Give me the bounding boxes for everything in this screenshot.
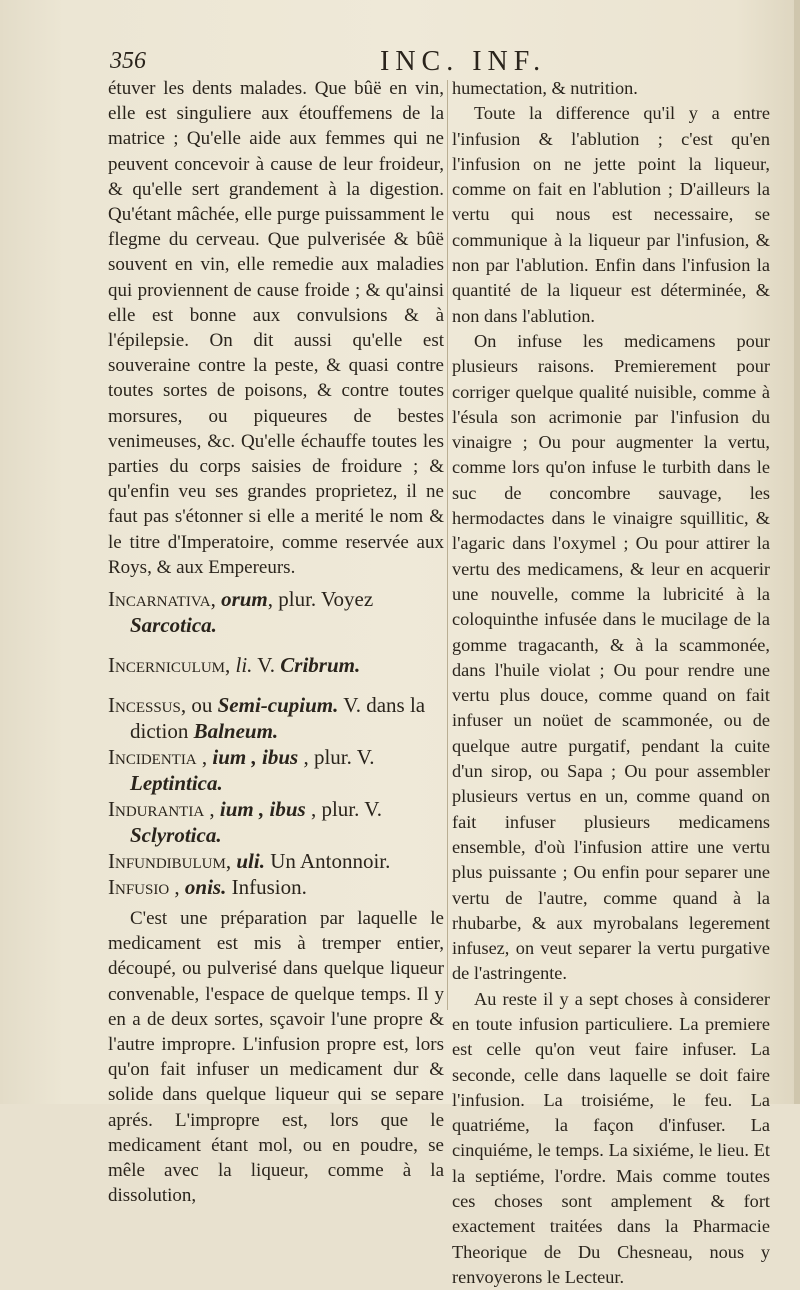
entry-infusio	[108, 874, 444, 900]
entry-separator: ,	[196, 745, 213, 770]
entry-forms: ium , ibus	[219, 797, 306, 822]
entry-reference: Sarcotica.	[130, 613, 217, 638]
entry-separator: ,	[210, 587, 222, 612]
entry-separator: ,	[225, 653, 236, 678]
entry-headword: Indurantia	[108, 797, 205, 822]
entry-text: V. dans la diction	[130, 693, 426, 744]
entry-forms: onis.	[184, 875, 227, 900]
entry-reference: Leptintica.	[130, 771, 223, 796]
entry-reference: Cribrum.	[280, 653, 361, 678]
entry-separator: ,	[225, 849, 237, 874]
entry-text: Un Antonnoir.	[264, 849, 391, 874]
entry-separator: ,	[169, 875, 185, 900]
entry-text: , plur. V.	[298, 745, 375, 770]
paragraph-reasons: On infuse les medicamens pour plusieurs raisons. Premierement pour corriger quelque qualité nuisible, comme à l'ésula son acrimonie par l'infusion du vinaigre ; Ou pour augmenter la vertu, comme lors qu'on infuse le turbith dans le suc de concombre sauvage, les hermodactes dans le vinaigre squillitic, & l'agaric dans l'oxymel ; Ou pour attirer la vertu des medicamens, & leur en acquerir une nouvelle, comme la lubricité à la coloquinthe infusée dans le mucilage de la gomme tragacanth, & à la scammonée, dans l'huile violat ; Ou pour rendre une vertu plus douce, comme quand on fait infuser un noüet de scammonée, ou de quelque autre purgatif, pendant la cuite d'un sirop, ou Sapa ; Ou pour assembler plusieurs vertus en un, comme quand on fait infuser plusieurs medicamens ensemble, d'où l'infusion attire une vertu plus puissante ; Ou enfin pour separer une vertu de l'autre, comme quand à la rhubarbe, & aux myrobalans legerement infusez, on veut separer la vertu purgative de l'astringente.	[452, 330, 770, 984]
right-column	[452, 76, 770, 1290]
left-column	[108, 76, 444, 1209]
infusio-definition: C'est une préparation par laquelle le medicament est mis à tremper entier, découpé, ou pulverisé dans quelque liqueur convenable, l'espace de quelque temps. Il y en a de deux sortes, sçavoir l'une propre & l'autre impropre. L'infusion propre est, lors qu'on fait infuser un medicament dur & solide dans quelque liqueur qui se separe aprés. L'impropre est, lors que le medicament étant mol, ou en poudre, se mêle avec la liqueur, comme à la dissolution,	[108, 908, 444, 1207]
entry-headword: Incidentia	[108, 745, 197, 770]
entry-headword: Incerniculum	[108, 653, 225, 678]
continued-paragraph: étuver les dents malades. Que bûë en vin, elle est singuliere aux étouffemens de la matrice ; Qu'elle aide aux femmes qui ne peuvent concevoir à cause de leur froideur, & qu'elle sert grandement à la digestion. Qu'étant mâchée, elle purge puissamment le flegme du cerveau. Que pulverisée & bûë souvent en vin, elle remedie aux maladies qui proviennent de cause froide ; & qu'ainsi elle est bonne aux convulsions & à l'épilepsie. On dit aussi qu'elle est souveraine contre la peste, & quasi contre toutes sortes de poisons, & contre toutes morsures, ou piqueures de bestes venimeuses, &c. Qu'elle échauffe toutes les parties du corps saisies de froidure ; & qu'enfin veu ses grandes proprietez, il ne faut pas s'étonner si elle a merité le nom & le titre d'Imperatoire, comme reservée aux Roys, & aux Empereurs.	[108, 78, 444, 578]
entry-reference: Balneum.	[193, 719, 279, 744]
entry-incerniculum	[108, 652, 444, 678]
continued-line: humectation, & nutrition.	[452, 78, 638, 98]
entry-headword: Infusio	[108, 875, 170, 900]
entry-text: V.	[252, 653, 281, 678]
page-edge	[794, 0, 800, 1104]
paragraph-seven-things: Au reste il y a sept choses à considerer en toute infusion particuliere. La premiere est celle qu'on veut faire infuser. La seconde, celle dans laquelle se doit faire l'infusion. La troisiéme, le feu. La quatriéme, la façon d'infuser. La cinquiéme, le temps. La sixiéme, le lieu. Et la septiéme, l'ordre. Mais comme toutes ces choses sont amplement & fort exactement traitées dans la Pharmacie Theorique de Du Chesneau, nous y renvoyerons le Lecteur.	[452, 988, 770, 1287]
entry-headword: Incessus	[108, 693, 181, 718]
entry-text: Infusion.	[226, 875, 307, 900]
page-number: 356	[110, 48, 146, 74]
entry-reference: Sclyrotica.	[130, 823, 222, 848]
entry-incarnativa	[108, 586, 444, 638]
entry-text: , plur. V.	[305, 797, 382, 822]
entry-forms: orum	[221, 587, 268, 612]
entry-forms: uli.	[236, 849, 265, 874]
entry-headword: Infundibulum	[108, 849, 226, 874]
column-divider	[447, 80, 448, 1010]
dictionary-entries	[108, 586, 444, 900]
entry-forms: Semi-cupium.	[217, 693, 339, 718]
paragraph-difference: Toute la difference qu'il y a entre l'infusion & l'ablution ; c'est qu'en l'infusion on ne jette point la liqueur, comme on fait en l'ablution ; D'ailleurs la vertu qui nous est necessaire, se communique à la liqueur par l'infusion, & non par l'ablution. Enfin dans l'infusion la quantité de la liqueur est déterminée, & non dans l'ablution.	[452, 103, 770, 326]
entry-headword: Incarnativa	[108, 587, 211, 612]
entry-text: , plur. Voyez	[267, 587, 374, 612]
entry-separator: ,	[204, 797, 220, 822]
entry-incessus	[108, 692, 444, 744]
entry-incidentia	[108, 744, 444, 796]
entry-separator: , ou	[180, 693, 218, 718]
entry-infundibulum	[108, 848, 444, 874]
running-head: INC. INF.	[380, 46, 547, 77]
entry-indurantia	[108, 796, 444, 848]
entry-forms: ium , ibus	[212, 745, 299, 770]
entry-forms: li.	[235, 653, 253, 678]
